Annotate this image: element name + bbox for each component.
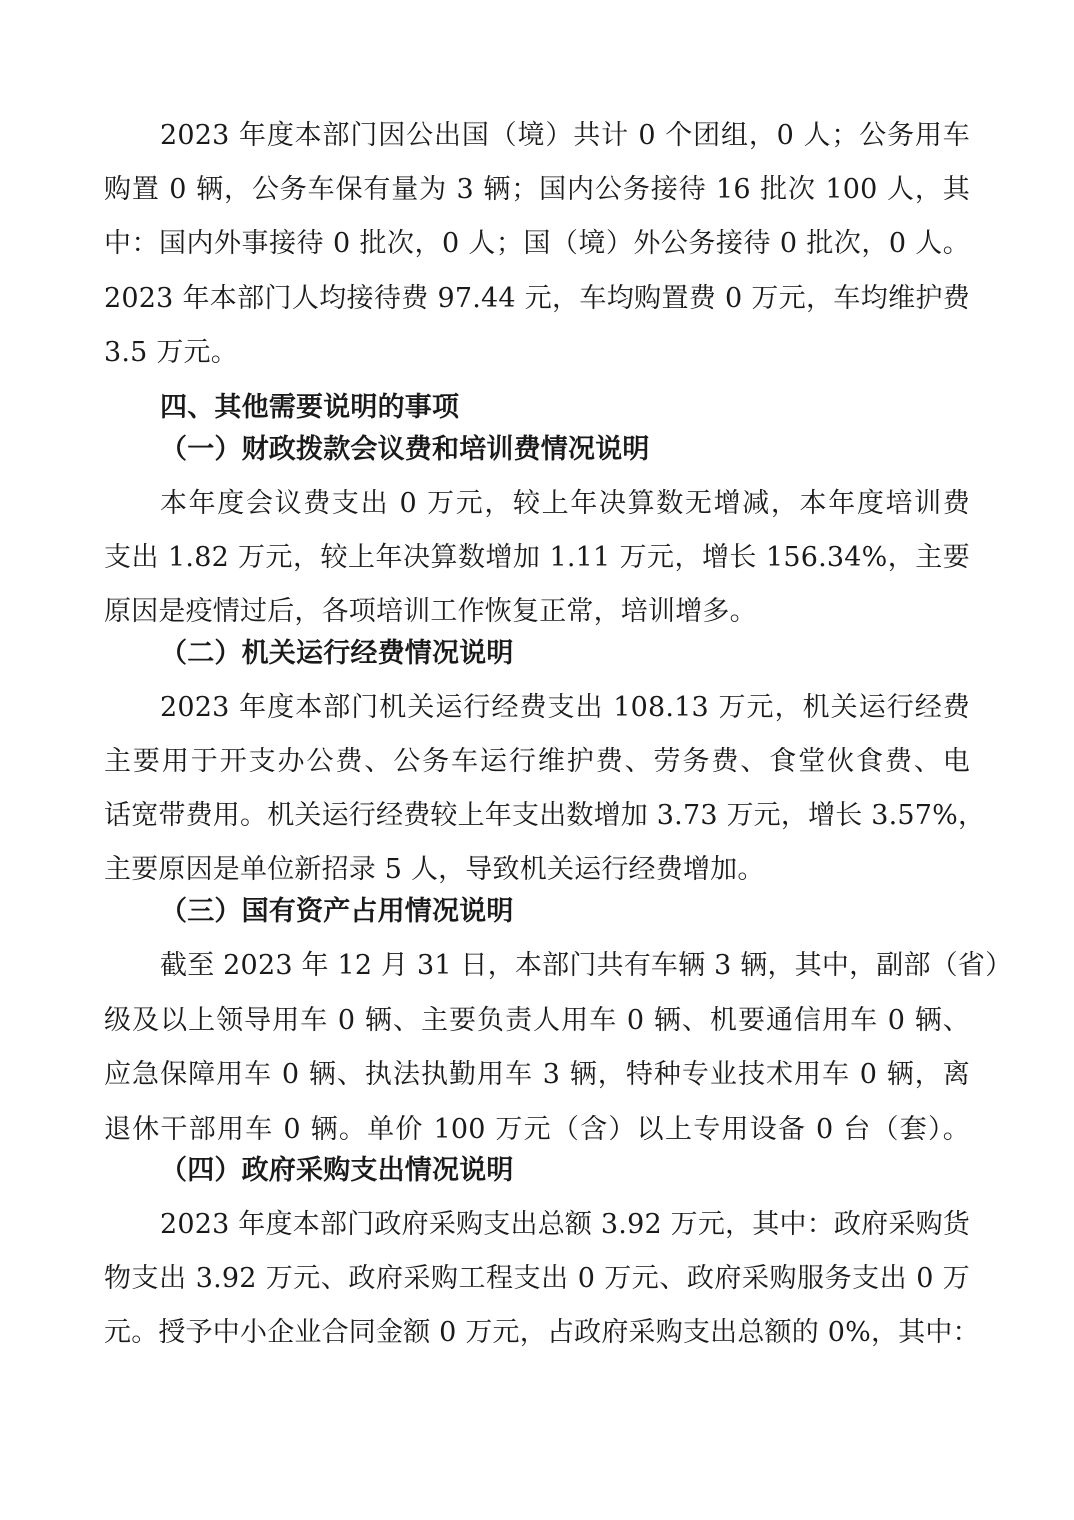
subsection-heading: （一）财政拨款会议费和培训费情况说明	[160, 434, 650, 465]
text-line: 购置 0 辆，公务车保有量为 3 辆；国内公务接待 16 批次 100 人，其	[104, 174, 970, 205]
text-line: 2023 年度本部门政府采购支出总额 3.92 万元，其中：政府采购货	[160, 1209, 970, 1240]
text-line: 原因是疫情过后，各项培训工作恢复正常，培训增多。	[104, 596, 757, 627]
subsection-heading: （三）国有资产占用情况说明	[160, 896, 514, 927]
text-line: 支出 1.82 万元，较上年决算数增加 1.11 万元，增长 156.34%，主要	[104, 542, 970, 573]
text-line: 2023 年度本部门机关运行经费支出 108.13 万元，机关运行经费	[160, 692, 970, 723]
text-line: 截至 2023 年 12 月 31 日，本部门共有车辆 3 辆，其中，副部（省）	[160, 950, 1013, 981]
text-line: 3.5 万元。	[104, 337, 238, 368]
text-line: 退休干部用车 0 辆。单价 100 万元（含）以上专用设备 0 台（套）。	[104, 1114, 970, 1145]
text-line: 主要用于开支办公费、公务车运行维护费、劳务费、食堂伙食费、电	[104, 746, 970, 777]
text-line: 2023 年本部门人均接待费 97.44 元，车均购置费 0 万元，车均维护费	[104, 283, 970, 314]
subsection-heading: （四）政府采购支出情况说明	[160, 1155, 514, 1186]
section-heading: 四、其他需要说明的事项	[160, 392, 460, 423]
text-line: 话宽带费用。机关运行经费较上年支出数增加 3.73 万元，增长 3.57%，	[104, 800, 986, 831]
text-line: 元。授予中小企业合同金额 0 万元，占政府采购支出总额的 0%，其中：	[104, 1317, 980, 1348]
text-line: 应急保障用车 0 辆、执法执勤用车 3 辆，特种专业技术用车 0 辆，离	[104, 1059, 970, 1090]
text-line: 中：国内外事接待 0 批次，0 人；国（境）外公务接待 0 批次，0 人。	[104, 228, 970, 259]
text-line: 主要原因是单位新招录 5 人，导致机关运行经费增加。	[104, 854, 765, 885]
subsection-heading: （二）机关运行经费情况说明	[160, 638, 514, 669]
text-line: 级及以上领导用车 0 辆、主要负责人用车 0 辆、机要通信用车 0 辆、	[104, 1005, 970, 1036]
text-line: 2023 年度本部门因公出国（境）共计 0 个团组，0 人；公务用车	[160, 120, 970, 151]
text-line: 物支出 3.92 万元、政府采购工程支出 0 万元、政府采购服务支出 0 万	[104, 1263, 970, 1294]
text-line: 本年度会议费支出 0 万元，较上年决算数无增减，本年度培训费	[160, 488, 970, 519]
